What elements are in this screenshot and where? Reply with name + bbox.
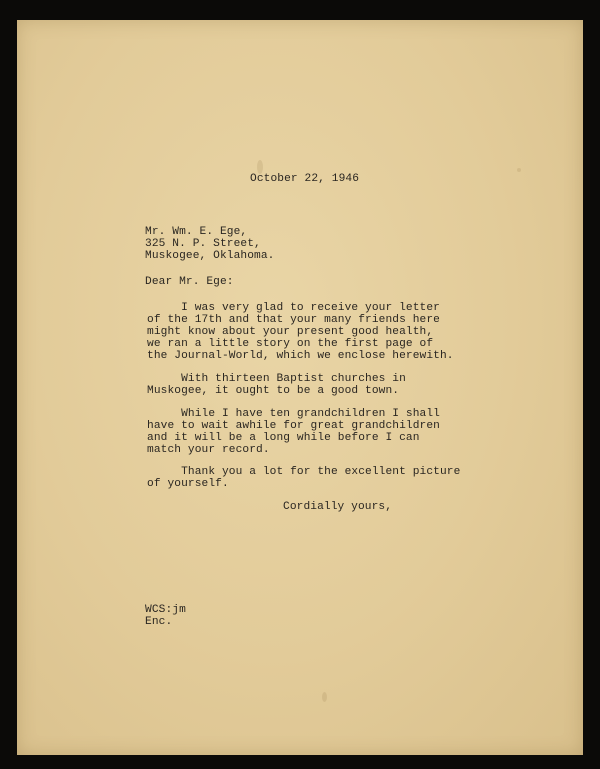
body-line: Thank you a lot for the excellent picture — [147, 466, 461, 478]
body-line: match your record. — [147, 444, 270, 456]
letter-page — [17, 20, 583, 755]
closing: Cordially yours, — [283, 501, 393, 513]
paper-stain — [322, 692, 327, 702]
salutation: Dear Mr. Ege: — [145, 276, 234, 288]
recipient-city: Muskogee, Oklahoma. — [145, 250, 275, 262]
body-line: While I have ten grandchildren I shall — [147, 408, 440, 420]
body-line: we ran a little story on the first page of — [147, 338, 434, 350]
body-line: With thirteen Baptist churches in — [147, 373, 406, 385]
paper-stain — [257, 160, 263, 174]
body-line: Muskogee, it ought to be a good town. — [147, 385, 400, 397]
body-line: of yourself. — [147, 478, 229, 490]
paper-stain — [517, 168, 521, 172]
recipient-name: Mr. Wm. E. Ege, — [145, 226, 248, 238]
body-line: of the 17th and that your many friends here — [147, 314, 440, 326]
body-line: the Journal-World, which we enclose herewith. — [147, 350, 454, 362]
body-line: might know about your present good health, — [147, 326, 434, 338]
enclosure-note: Enc. — [145, 616, 173, 628]
body-line: have to wait awhile for great grandchildren — [147, 420, 440, 432]
body-line: and it will be a long while before I can — [147, 432, 420, 444]
typist-initials: WCS:jm — [145, 604, 186, 616]
body-line: I was very glad to receive your letter — [147, 302, 440, 314]
letter-date: October 22, 1946 — [250, 173, 360, 185]
recipient-street: 325 N. P. Street, — [145, 238, 261, 250]
